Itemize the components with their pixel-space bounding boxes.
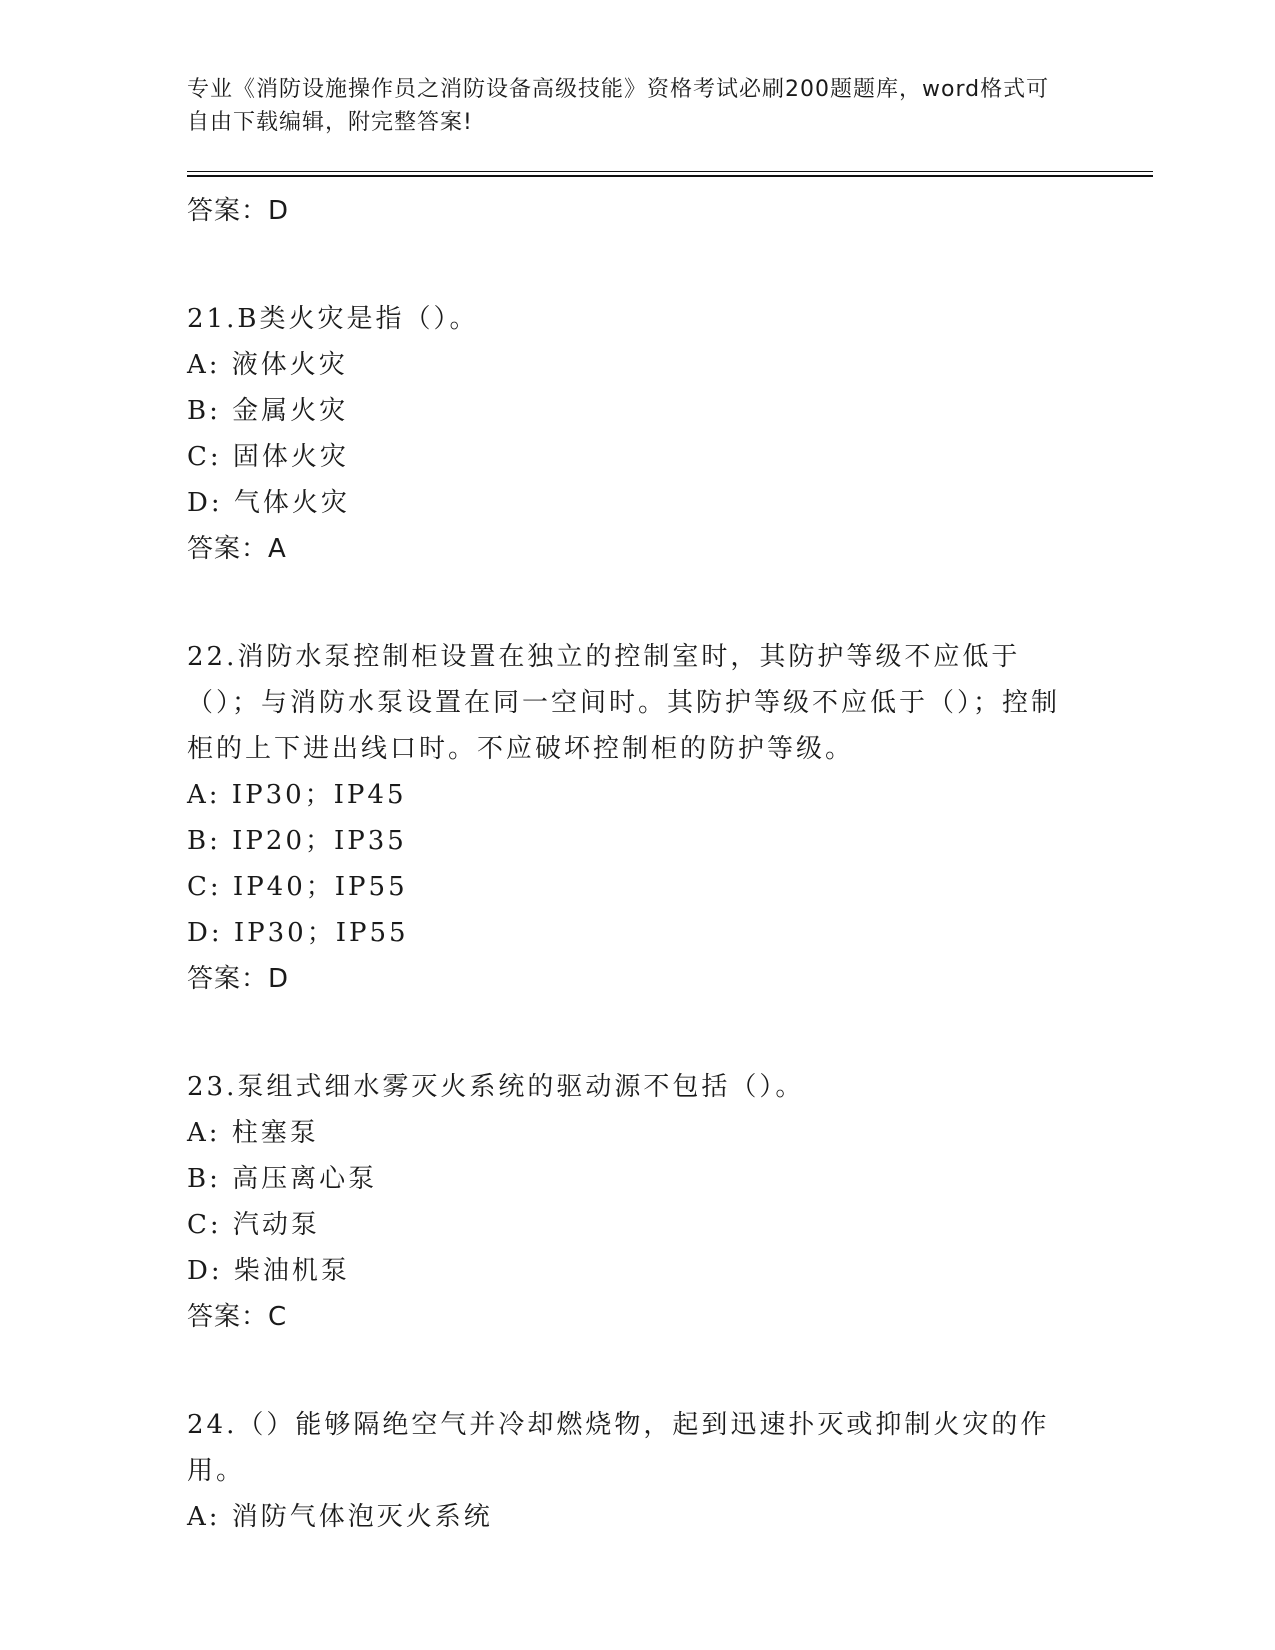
option-d: D: 气体火灾 <box>187 488 350 518</box>
question-23 <box>187 1064 1087 1340</box>
document-header: 专业《消防设施操作员之消防设备高级技能》资格考试必刷200题题库，word格式可自由下载编辑，附完整答案! <box>187 77 1050 135</box>
option-c: C: IP40；IP55 <box>187 872 408 902</box>
question-list <box>187 188 1087 1540</box>
header-divider-thick <box>187 175 1153 177</box>
question-stem: 23.泵组式细水雾灭火系统的驱动源不包括（）。 <box>187 1072 805 1102</box>
question-stem: 22.消防水泵控制柜设置在独立的控制室时，其防护等级不应低于（）；与消防水泵设置在同一空间时。其防护等级不应低于（）；控制柜的上下进出线口时。不应破坏控制柜的防护等级。 <box>187 642 1061 764</box>
option-c: C: 固体火灾 <box>187 442 349 472</box>
question-21 <box>187 296 1087 572</box>
option-b: B: IP20；IP35 <box>187 826 407 856</box>
question-stem: 24.（）能够隔绝空气并冷却燃烧物，起到迅速扑灭或抑制火灾的作用。 <box>187 1410 1050 1486</box>
question-24 <box>187 1402 1087 1540</box>
option-b: B: 高压离心泵 <box>187 1164 378 1194</box>
option-a: A: IP30；IP45 <box>187 780 407 810</box>
answer-line: 答案：D <box>187 964 290 994</box>
option-b: B: 金属火灾 <box>187 396 349 426</box>
option-c: C: 汽动泵 <box>187 1210 320 1240</box>
option-d: D: 柴油机泵 <box>187 1256 350 1286</box>
header-divider-thin <box>187 171 1153 172</box>
option-a: A: 消防气体泡灭火系统 <box>187 1502 493 1532</box>
option-a: A: 柱塞泵 <box>187 1118 319 1148</box>
question-22 <box>187 634 1087 1002</box>
option-a: A: 液体火灾 <box>187 350 348 380</box>
option-d: D: IP30；IP55 <box>187 918 409 948</box>
answer-line: 答案：A <box>187 534 287 564</box>
question-stem: 21.B类火灾是指（）。 <box>187 304 479 334</box>
answer-line: 答案：D <box>187 196 290 226</box>
answer-line: 答案：C <box>187 1302 288 1332</box>
